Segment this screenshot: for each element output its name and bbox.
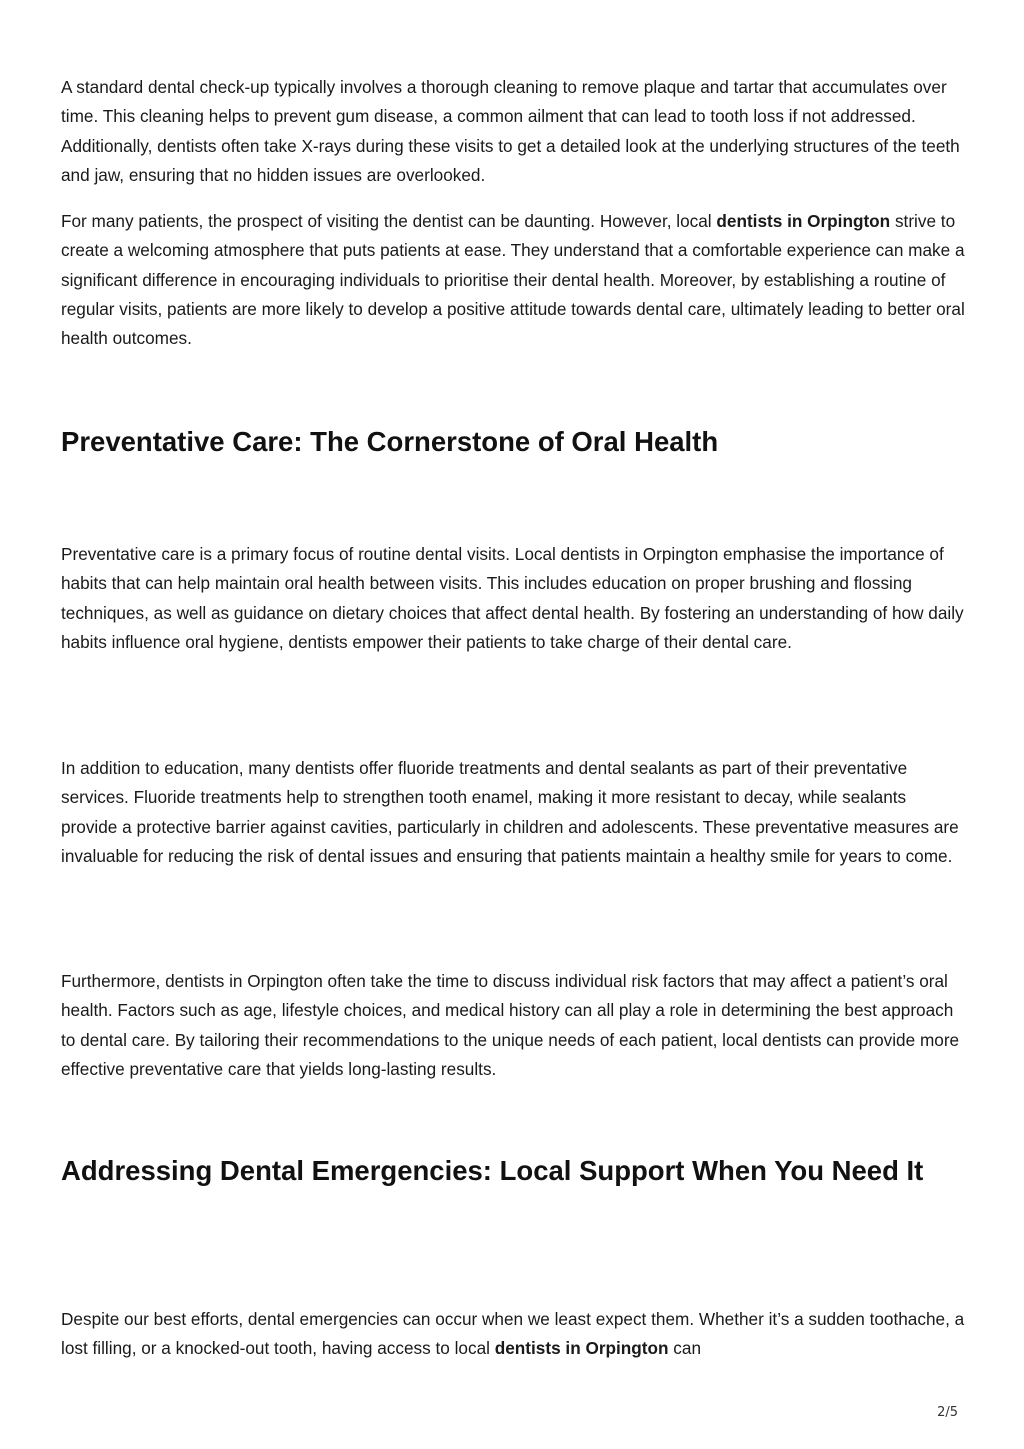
paragraph-preventative-focus: Preventative care is a primary focus of routine dental visits. Local dentists in Orpington emphasise the importance of habits that can help maintain oral health between visits. This includes education on proper brushing and flossing techniques, as well as guidance on dietary choices that affect dental health. By fostering an understanding of how daily habits influence oral hygiene, dentists empower their patients to take charge of their dental care. [61, 544, 964, 652]
page-number: 2/5 [937, 1405, 958, 1420]
section-heading-dental-emergencies: Addressing Dental Emergencies: Local Support When You Need It [61, 1155, 924, 1186]
bold-link-text: dentists in Orpington [494, 1338, 669, 1359]
section-heading-preventative-care: Preventative Care: The Cornerstone of Oral Health [61, 426, 719, 457]
paragraph-text: can [668, 1338, 702, 1359]
paragraph-text: For many patients, the prospect of visiting the dentist can be daunting. However, local [61, 211, 717, 231]
paragraph-emergencies [61, 1305, 966, 1364]
paragraph-fluoride-sealants: In addition to education, many dentists offer fluoride treatments and dental sealants as part of their preventative services. Fluoride treatments help to strengthen tooth enamel, making it more resistant to decay, while sealants provide a protective barrier against cavities, particularly in children and adolescents. These preventative measures are invaluable for reducing the risk of dental issues and ensuring that patients maintain a healthy smile for years to come. [61, 758, 959, 866]
paragraph-checkup-cleaning: A standard dental check-up typically involves a thorough cleaning to remove plaque and tartar that accumulates over time. This cleaning helps to prevent gum disease, a common ailment that can lead to tooth loss if not addressed. Additionally, dentists often take X-rays during these visits to get a detailed look at the underlying structures of the teeth and jaw, ensuring that no hidden issues are overlooked. [61, 77, 960, 185]
paragraph-risk-factors: Furthermore, dentists in Orpington often take the time to discuss individual risk factors that may affect a patient’s oral health. Factors such as age, lifestyle choices, and medical history can all play a role in determining the best approach to dental care. By tailoring their recommendations to the unique needs of each patient, local dentists can provide more effective preventative care that yields long-lasting results. [61, 971, 960, 1079]
paragraph-text: strive to create a welcoming atmosphere that puts patients at ease. They understand that a comfortable experience can make a significant difference in encouraging individuals to prioritise their dental health. Moreover, by establishing a routine of regular visits, patients are more likely to develop a positive attitude towards dental care, ultimately leading to better oral health outcomes. [61, 211, 965, 349]
paragraph-welcoming-atmosphere [61, 207, 966, 353]
paragraph-text: Despite our best efforts, dental emergencies can occur when we least expect them. Whether it’s a sudden toothache, a lost filling, or a knocked-out tooth, having access to local [61, 1309, 965, 1359]
bold-link-text: dentists in Orpington [716, 211, 891, 231]
